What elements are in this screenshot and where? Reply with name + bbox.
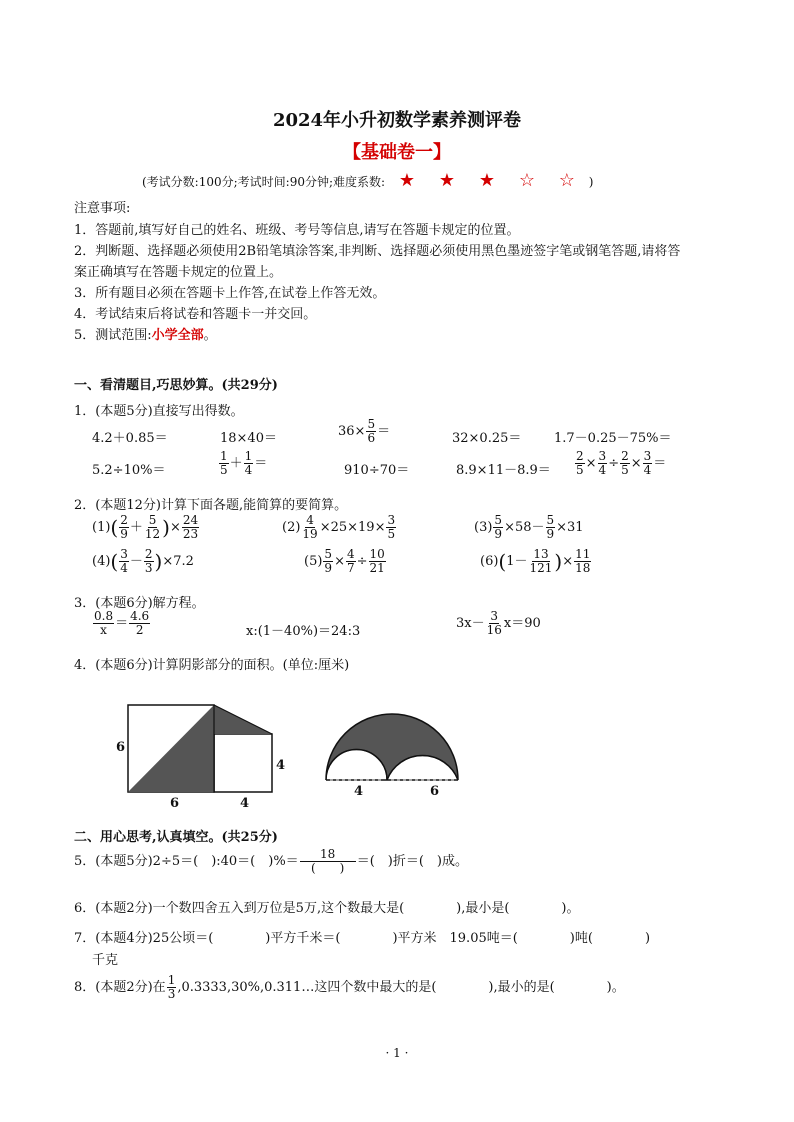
equation-item: $\frac{0.8}{x}$ ＝ $\frac{4.6}{2}$ [94,609,150,637]
calc-item: (4)( $\frac{3}{4}$ － $\frac{2}{3}$ )×7.2 [92,547,194,575]
question-4: 4．(本题6分)计算阴影部分的面积。(单位:厘米) [74,658,350,673]
notice-heading: 注意事项: [74,201,131,216]
question-3: 3．(本题6分)解方程。 [74,596,205,611]
equation-item: 3x－ $\frac{3}{16}$ x＝90 [456,609,541,637]
star-empty-icon: ☆ [558,170,575,191]
calc-item: (3) $\frac{5}{9}$ ×58－ $\frac{5}{9}$ ×31 [474,513,584,541]
star-full-icon: ★ [398,170,416,191]
figure-label: 4 [354,784,364,799]
calc-item: 1.7－0.25－75%＝ [554,431,672,446]
calc-item: 910÷70＝ [344,463,410,478]
page-subtitle: 【基础卷一】 [343,142,451,163]
figure-label: 4 [276,758,286,773]
page-number: · 1 · [385,1046,409,1060]
star-full-icon: ★ [438,170,456,191]
notice-item: 4．考试结束后将试卷和答题卡一并交回。 [74,307,317,322]
notice-item-scope: 5．测试范围:小学全部。 [74,328,217,343]
exam-meta: (考试分数:100分;考试时间:90分钟;难度系数: ★ ★ ★ ☆ ☆ ) [142,170,594,191]
figure-label: 6 [116,740,126,755]
calc-item: 32×0.25＝ [452,431,522,446]
notice-item: 2．判断题、选择题必须使用2B铅笔填涂答案,非判断、选择题必须使用黑色墨迹签字笔或钢笔答题,请将答 [74,244,681,259]
equation-item: x:(1－40%)＝24:3 [246,624,361,639]
calc-item: 4.2＋0.85＝ [92,431,168,446]
notice-item: 案正确填写在答题卡规定的位置上。 [74,265,283,280]
star-full-icon: ★ [478,170,495,191]
notice-item: 3．所有题目必须在答题卡上作答,在试卷上作答无效。 [74,286,386,301]
calc-item: (1)( $\frac{2}{9}$ ＋ $\frac{5}{12}$ )× $\frac{24}{23}$ [92,513,199,541]
figure-label: 6 [430,784,440,799]
notice-item: 1．答题前,填写好自己的姓名、班级、考号等信息,请写在答题卡规定的位置。 [74,223,520,238]
question-1: 1．(本题5分)直接写出得数。 [74,404,244,419]
calc-item: $\frac{2}{5}$ × $\frac{3}{4}$ ÷ $\frac{2}{5}$ × $\frac{3}{4}$ ＝ [576,449,667,477]
shaded-semicircle-figure [318,684,468,794]
figure-label: 4 [240,796,250,811]
calc-item: 5.2÷10%＝ [92,463,166,478]
calc-item: (2) $\frac{4}{19}$ ×25×19× $\frac{3}{5}$ [282,513,396,541]
calc-item: $\frac{1}{5}$ ＋ $\frac{1}{4}$ ＝ [220,449,268,477]
figure-label: 6 [170,796,180,811]
question-6: 6．(本题2分)一个数四舍五入到万位是5万,这个数最大是( ),最小是( )。 [74,901,580,916]
shaded-rectangle-figure [110,700,285,815]
section-2-title: 二、用心思考,认真填空。(共25分) [74,830,278,845]
calc-item: (6)(1－ $\frac{13}{121}$ )× $\frac{11}{18}$ [480,547,591,575]
question-7: 7．(本题4分)25公顷＝( )平方千米＝( )平方米 19.05吨＝( )吨( ) [74,931,651,946]
page-title: 2024年小升初数学素养测评卷 [272,110,522,131]
star-empty-icon: ☆ [518,170,535,191]
section-1-title: 一、看清题目,巧思妙算。(共29分) [74,378,278,393]
question-8: 8．(本题2分)在 $\frac{1}{3}$ ,0.3333,30%,0.311…这四个数中最大的是( ),最小的是( )。 [74,973,625,1001]
question-5: 5．(本题5分)2÷5＝( ):40＝( )%＝ $\frac{18}{( )}$ ＝( )折＝( )成。 [74,847,468,875]
question-7-cont: 千克 [92,953,119,968]
calc-item: 8.9×11－8.9＝ [456,463,551,478]
calc-item: 36× $\frac{5}{6}$ ＝ [338,417,391,445]
question-2: 2．(本题12分)计算下面各题,能简算的要简算。 [74,498,348,513]
calc-item: 18×40＝ [220,431,277,446]
calc-item: (5) $\frac{5}{9}$ × $\frac{4}{7}$ ÷ $\frac{10}{21}$ [304,547,385,575]
